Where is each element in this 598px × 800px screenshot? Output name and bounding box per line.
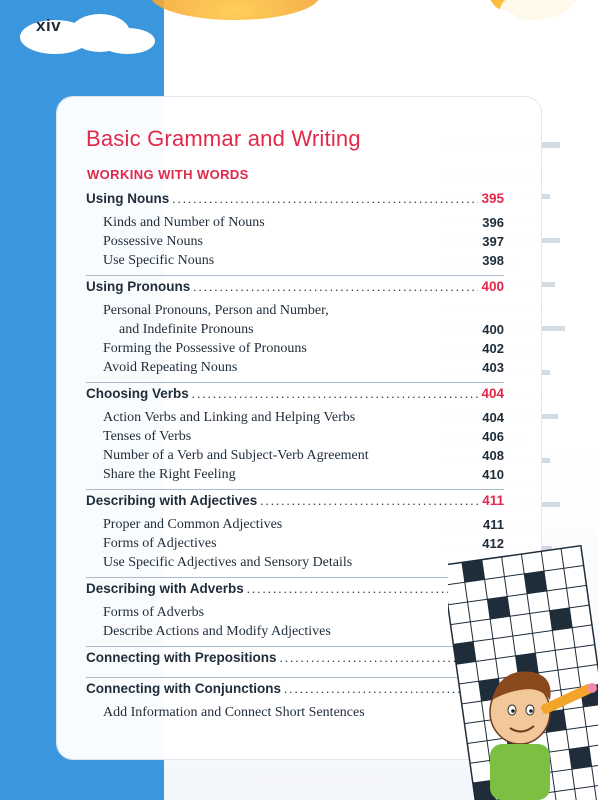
toc-entry-page: 406 (482, 429, 504, 444)
toc-chapter-page: 411 (482, 493, 504, 508)
toc-entry-row[interactable] (86, 358, 504, 377)
toc-entry-page: 404 (482, 410, 504, 425)
toc-entry-title-line1: Personal Pronouns, Person and Number, (103, 303, 329, 318)
toc-entry-title: Tenses of Verbs (103, 429, 192, 444)
toc-entry-title: Proper and Common Adjectives (103, 517, 283, 532)
toc-chapter-title: Using Nouns (86, 191, 170, 206)
toc-entry-page: 398 (482, 253, 504, 268)
dot-leader (247, 581, 479, 597)
toc-entry-page: 403 (482, 360, 504, 375)
toc-entry-title: Kinds and Number of Nouns (103, 215, 265, 230)
toc-entry-title: Add Information and Connect Short Sentences (103, 705, 365, 720)
toc-entry-page: 411 (483, 517, 504, 532)
dot-leader (193, 279, 478, 295)
toc-entry-row[interactable] (86, 427, 504, 446)
toc-group (86, 383, 504, 490)
toc-entry-page: 410 (482, 467, 504, 482)
toc-chapter-row[interactable] (86, 650, 504, 672)
toc-entry-title: Action Verbs and Linking and Helping Verbs (103, 410, 356, 425)
toc-entry-row[interactable] (86, 622, 504, 641)
toc-entry-row[interactable] (86, 339, 504, 358)
cartoon-kid-icon (480, 660, 598, 800)
toc-entry-page: 400 (482, 322, 504, 337)
toc-group (86, 647, 504, 678)
toc-entry-row[interactable] (86, 301, 504, 339)
toc-entry-page: 412 (482, 536, 504, 551)
toc-entry-row[interactable] (86, 603, 504, 622)
toc-chapter-row[interactable] (86, 493, 504, 515)
toc-entry-row[interactable] (86, 213, 504, 232)
toc-entry-page: 402 (482, 341, 504, 356)
toc-chapter-title: Using Pronouns (86, 279, 191, 294)
toc-chapter-page: 400 (481, 279, 504, 294)
toc-entry-title-line2: and Indefinite Pronouns (119, 322, 254, 337)
toc-entry-page: 396 (482, 215, 504, 230)
section-heading: WORKING WITH WORDS (87, 167, 249, 182)
toc-entry-row[interactable] (86, 703, 504, 722)
toc-group (86, 490, 504, 578)
toc-entry-title: Use Specific Adjectives and Sensory Details (103, 555, 353, 570)
toc-chapter-page: 395 (481, 191, 504, 206)
toc-entry-title: Describe Actions and Modify Adjectives (103, 624, 331, 639)
toc-entry-page: 408 (482, 448, 504, 463)
page-title: Basic Grammar and Writing (86, 126, 361, 151)
toc-chapter-row[interactable] (86, 191, 504, 213)
toc-entry-row[interactable] (86, 446, 504, 465)
toc-entry-row[interactable] (86, 251, 504, 270)
toc-chapter-row[interactable] (86, 581, 504, 603)
toc-entry-row[interactable] (86, 232, 504, 251)
toc-entry-title: Number of a Verb and Subject-Verb Agreement (103, 448, 369, 463)
toc-group (86, 678, 504, 727)
toc-entry-title: Avoid Repeating Nouns (103, 360, 238, 375)
dot-leader (192, 386, 479, 402)
toc-entry-row[interactable] (86, 534, 504, 553)
toc-entry-row[interactable] (86, 465, 504, 484)
toc-chapter-row[interactable] (86, 386, 504, 408)
toc-entry-title: Forms of Adjectives (103, 536, 217, 551)
toc-group (86, 276, 504, 383)
toc-group (86, 578, 504, 647)
dot-leader (260, 493, 479, 509)
table-of-contents (86, 188, 504, 727)
toc-entry-page: 397 (482, 234, 504, 249)
toc-chapter-title: Connecting with Conjunctions (86, 681, 281, 696)
toc-entry-title: Share the Right Feeling (103, 467, 236, 482)
toc-chapter-row[interactable] (86, 681, 504, 703)
toc-chapter-title: Choosing Verbs (86, 386, 189, 401)
page-number: xiv (36, 16, 62, 35)
toc-chapter-title: Describing with Adjectives (86, 493, 258, 508)
toc-entry-title: Forming the Possessive of Pronouns (103, 341, 307, 356)
toc-chapter-title: Describing with Adverbs (86, 581, 244, 596)
toc-chapter-row[interactable] (86, 279, 504, 301)
toc-group (86, 188, 504, 276)
toc-chapter-title: Connecting with Prepositions (86, 650, 277, 665)
dot-leader (172, 191, 478, 207)
toc-chapter-page: 404 (481, 386, 504, 401)
toc-entry-title: Use Specific Nouns (103, 253, 215, 268)
toc-entry-title: Possessive Nouns (103, 234, 203, 249)
toc-entry-row[interactable] (86, 553, 504, 572)
toc-entry-title: Forms of Adverbs (103, 605, 205, 620)
toc-entry-title (103, 301, 329, 339)
toc-entry-row[interactable] (86, 408, 504, 427)
toc-entry-row[interactable] (86, 515, 504, 534)
